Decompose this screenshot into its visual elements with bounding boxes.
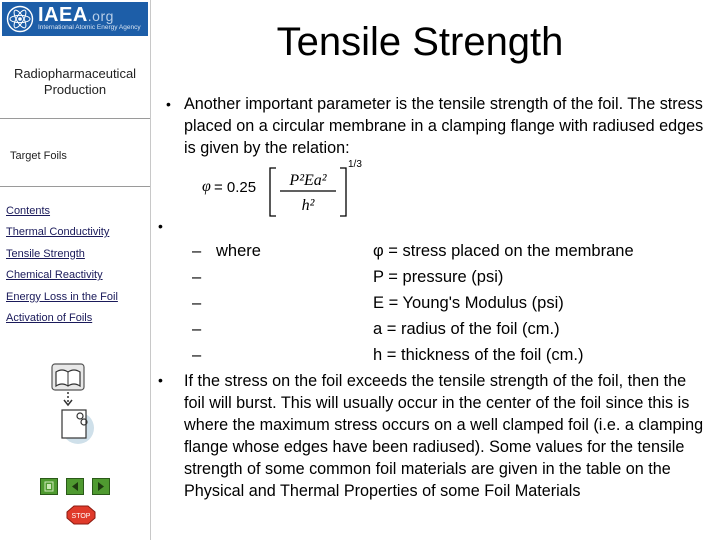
nav-item-activation-of-foils[interactable]: Activation of Foils bbox=[6, 312, 93, 324]
nav-item-tensile-strength[interactable]: Tensile Strength bbox=[6, 247, 85, 260]
contents-link[interactable]: Contents bbox=[6, 205, 51, 217]
svg-text:STOP: STOP bbox=[71, 513, 91, 520]
svg-text:1/3: 1/3 bbox=[348, 159, 362, 170]
svg-text:= 0.25: = 0.25 bbox=[214, 179, 257, 196]
logo-wordmark: IAEA.org bbox=[38, 4, 114, 26]
conclusion-paragraph: If the stress on the foil exceeds the tensile strength of the foil, then the foil will burst. This will usually occur in the center of the foil since this is where the maximum stress occurs on a well clamped foil (i.e. a clamping flange whose edges have been radiused). Some values for the tensile strength of some common foil materials are given in the table on the Physical and Thermal Properties of some Foil Materials bbox=[184, 372, 704, 500]
nav-item-chemical-reactivity[interactable]: Chemical Reactivity bbox=[6, 269, 103, 281]
definition-row: – where φ = stress placed on the membrane bbox=[192, 238, 712, 264]
stress-formula bbox=[200, 158, 370, 220]
sidebar-divider bbox=[150, 0, 151, 540]
sidebar bbox=[0, 0, 150, 540]
forward-arrow-icon[interactable] bbox=[92, 478, 110, 495]
stop-button[interactable] bbox=[66, 505, 96, 525]
book-clipboard-icon[interactable] bbox=[48, 362, 98, 444]
bullet: • bbox=[158, 218, 163, 234]
definition-text: h = thickness of the foil (cm.) bbox=[373, 346, 584, 364]
bullet: • bbox=[166, 96, 171, 112]
svg-text:P²Ea²: P²Ea² bbox=[289, 172, 327, 189]
definition-row: – P = pressure (psi) bbox=[192, 264, 712, 290]
definition-row: – a = radius of the foil (cm.) bbox=[192, 316, 712, 342]
definition-text: φ = stress placed on the membrane bbox=[373, 242, 634, 260]
nav-button-group bbox=[40, 478, 110, 496]
subsection-title: Target Foils bbox=[10, 150, 67, 162]
atom-emblem-icon bbox=[6, 5, 34, 33]
contents-nav bbox=[6, 226, 118, 334]
slide-title: Tensile Strength bbox=[276, 20, 564, 64]
svg-text:h²: h² bbox=[301, 197, 315, 214]
section-title: Radiopharmaceutical Production bbox=[13, 66, 137, 97]
divider bbox=[0, 186, 150, 187]
iaea-logo bbox=[2, 2, 148, 36]
nav-item-energy-loss[interactable]: Energy Loss in the Foil bbox=[6, 290, 118, 303]
nav-item-thermal-conductivity[interactable]: Thermal Conductivity bbox=[6, 226, 110, 238]
logo-subtitle: International Atomic Energy Agency bbox=[38, 24, 141, 31]
home-icon[interactable] bbox=[40, 478, 58, 495]
intro-paragraph: Another important parameter is the tensile strength of the foil. The stress placed on a circular membrane in a clamping flange with radiused edges is given by the relation: bbox=[184, 95, 704, 157]
where-label: where bbox=[216, 242, 261, 260]
divider bbox=[0, 118, 150, 119]
definition-row: – h = thickness of the foil (cm.) bbox=[192, 342, 712, 368]
back-arrow-icon[interactable] bbox=[66, 478, 84, 495]
bullet: • bbox=[158, 372, 163, 388]
definition-text: P = pressure (psi) bbox=[373, 268, 504, 286]
svg-text:φ: φ bbox=[202, 178, 211, 195]
definition-text: a = radius of the foil (cm.) bbox=[373, 320, 560, 338]
definition-row: – E = Young's Modulus (psi) bbox=[192, 290, 712, 316]
definition-text: E = Young's Modulus (psi) bbox=[373, 294, 564, 312]
